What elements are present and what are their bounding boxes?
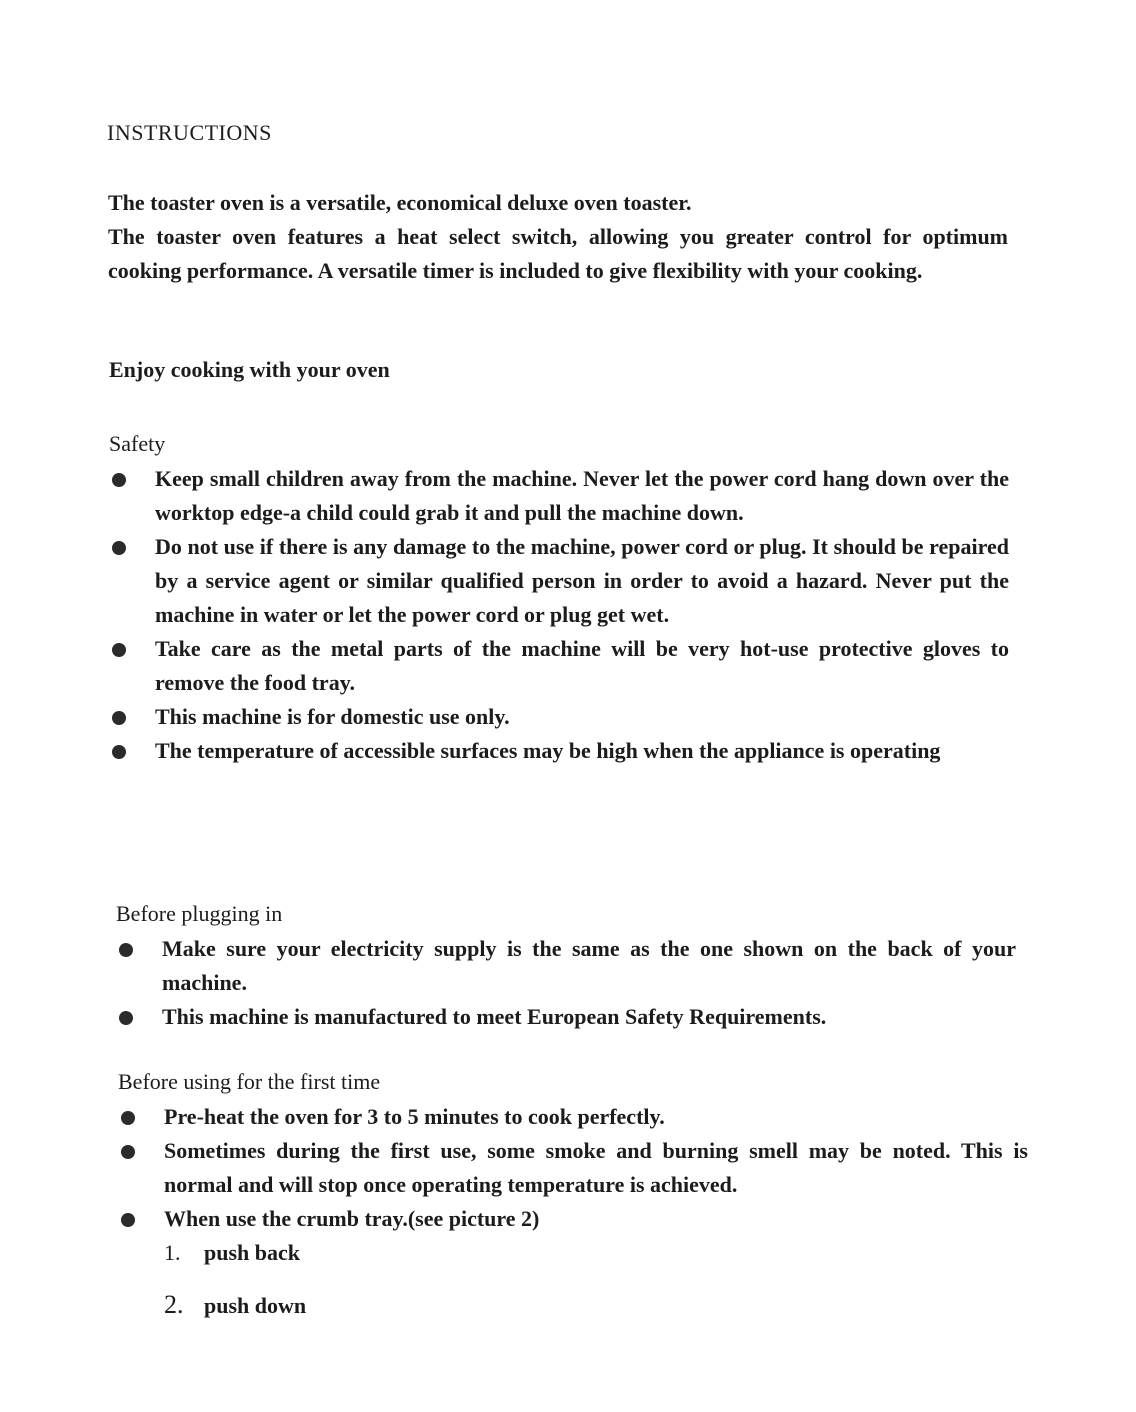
intro-paragraph: The toaster oven features a heat select switch, allowing you greater control for optimum cooking performance. A versatile timer is included to give flexibility with your cooking. xyxy=(108,224,1008,283)
list-item xyxy=(116,1000,1016,1034)
bullet-icon xyxy=(112,643,126,657)
before-plugging-section xyxy=(116,898,1016,1034)
enjoy-line: Enjoy cooking with your oven xyxy=(109,357,390,382)
before-first-use-section xyxy=(118,1066,1028,1323)
section-heading: Safety xyxy=(109,431,166,456)
bullet-icon xyxy=(112,473,126,487)
crumb-tray-steps xyxy=(164,1236,1028,1323)
list-item xyxy=(109,462,1009,530)
first-use-list xyxy=(118,1100,1028,1323)
bullet-icon xyxy=(119,1011,133,1025)
list-item-text: Sometimes during the first use, some smoke and burning smell may be noted. This is normal and will stop once operating temperature is achieved. xyxy=(164,1138,1028,1197)
list-item xyxy=(109,700,1009,734)
list-item-text: Pre-heat the oven for 3 to 5 minutes to cook perfectly. xyxy=(164,1104,665,1129)
list-item xyxy=(109,632,1009,700)
step-text: push down xyxy=(204,1293,307,1318)
list-item xyxy=(109,530,1009,632)
page-title: INSTRUCTIONS xyxy=(107,120,272,145)
list-item-text: Keep small children away from the machine. Never let the power cord hang down over the worktop edge-a child could grab it and pull the machine down. xyxy=(155,466,1009,525)
list-item-text: Do not use if there is any damage to the machine, power cord or plug. It should be repaired by a service agent or similar qualified person in order to avoid a hazard. Never put the machine in water or let the power cord or plug get wet. xyxy=(155,534,1009,627)
list-item-text: The temperature of accessible surfaces may be high when the appliance is operating xyxy=(155,738,941,763)
step-number: 2. xyxy=(164,1290,184,1319)
plugging-list xyxy=(116,932,1016,1034)
list-item xyxy=(118,1100,1028,1134)
list-item-text: When use the crumb tray.(see picture 2) xyxy=(164,1206,540,1231)
step-item xyxy=(164,1236,1028,1270)
list-item xyxy=(116,932,1016,1000)
intro-paragraph: The toaster oven is a versatile, economical deluxe oven toaster. xyxy=(108,190,692,215)
bullet-icon xyxy=(112,711,126,725)
list-item-text: This machine is manufactured to meet European Safety Requirements. xyxy=(162,1004,827,1029)
bullet-icon xyxy=(112,541,126,555)
section-heading: Before using for the first time xyxy=(118,1069,381,1094)
step-text: push back xyxy=(204,1240,301,1265)
safety-list xyxy=(109,462,1009,768)
step-item xyxy=(164,1288,1028,1323)
bullet-icon xyxy=(121,1213,135,1227)
list-item xyxy=(109,734,1009,768)
list-item-text: Take care as the metal parts of the machine will be very hot-use protective gloves to remove the food tray. xyxy=(155,636,1009,695)
bullet-icon xyxy=(119,943,133,957)
intro-text xyxy=(108,186,1008,288)
list-item-text: This machine is for domestic use only. xyxy=(155,704,510,729)
step-number: 1. xyxy=(164,1240,181,1265)
list-item xyxy=(118,1134,1028,1202)
bullet-icon xyxy=(121,1145,135,1159)
bullet-icon xyxy=(121,1111,135,1125)
bullet-icon xyxy=(112,745,126,759)
list-item-text: Make sure your electricity supply is the same as the one shown on the back of your machine. xyxy=(162,936,1016,995)
safety-section xyxy=(109,428,1009,768)
section-heading: Before plugging in xyxy=(116,901,283,926)
list-item xyxy=(118,1202,1028,1323)
